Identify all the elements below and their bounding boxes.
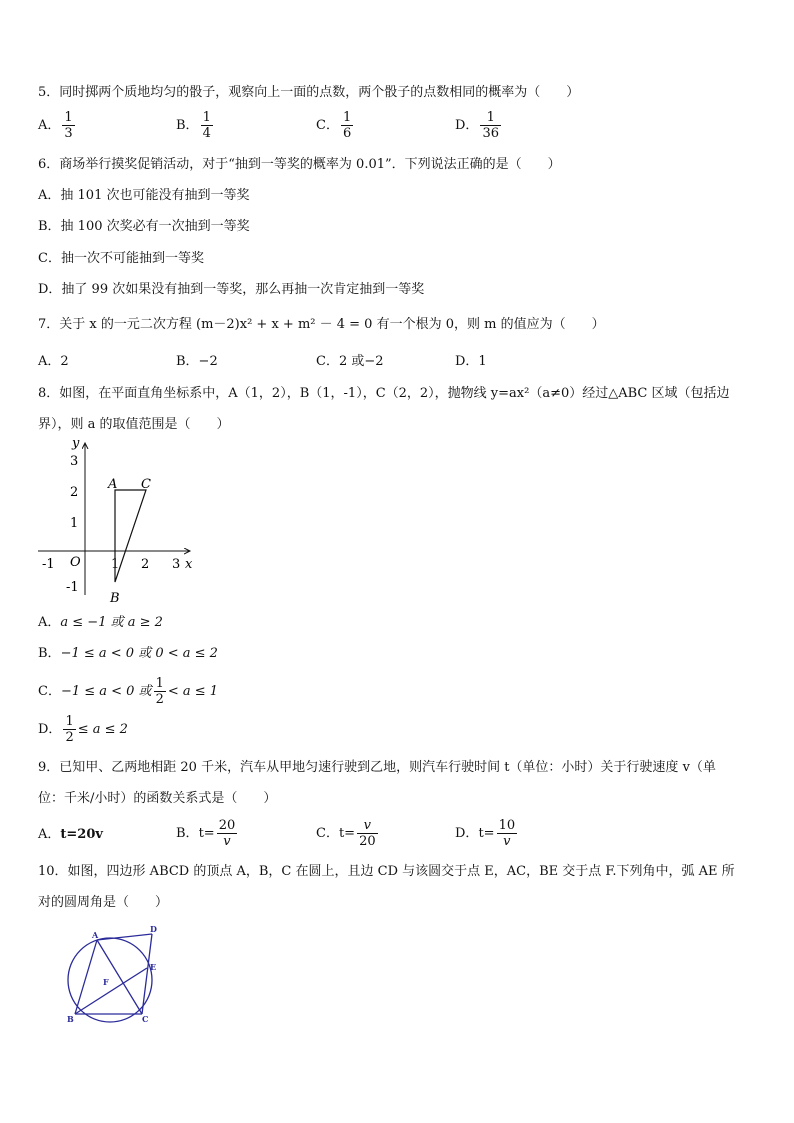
q10-stem-line2: 对的圆周角是（ ） [38,895,169,910]
x-tick: 1 [111,557,120,572]
y-tick: -1 [66,580,79,595]
label-e: E [150,962,157,972]
option-label: D． [455,118,479,133]
q7-option-b: B．−2 [176,354,218,369]
q7-equation: (m－2)x² + x + m² － 4 = 0 [196,317,373,332]
x-tick: 2 [141,557,150,572]
q8-coordinate-figure [30,435,210,610]
q10-stem-line1: 10．如图，四边形 ABCD 的顶点 A，B，C 在圆上，且边 CD 与该圆交于点 E，AC，BE 交于点 F.下列角中，弧 AE 所 [38,864,735,879]
q8-stem-line2: 界），则 a 的取值范围是（ ） [38,417,230,432]
segment-dc [142,934,152,1014]
q6-option-b: B．抽 100 次奖必有一次抽到一等奖 [38,219,250,234]
q5-option-b [176,110,215,141]
q6-option-d: D．抽了 99 次如果没有抽到一等奖，那么再抽一次肯定抽到一等奖 [38,282,425,297]
q9-stem-line2: 位：千米/小时）的函数关系式是（ ） [38,791,277,806]
q6-option-c: C．抽一次不可能抽到一等奖 [38,251,204,266]
label-b: B [67,1014,74,1024]
q9-stem-line1: 9．已知甲、乙两地相距 20 千米，汽车从甲地匀速行驶到乙地，则汽车行驶时间 t（单位：小时）关于行驶速度 v（单 [38,760,716,775]
fraction: $\frac{20}{v}$ [218,818,236,849]
x-axis-label: x [185,557,193,572]
q8-option-d: D． $\frac{1}{2}$ ≤ a ≤ 2 [38,714,128,745]
q6-option-a: A．抽 101 次也可能没有抽到一等奖 [38,188,250,203]
option-text: ≤ a ≤ 2 [77,722,128,737]
y-axis-label: y [72,436,80,451]
q7-option-d: D．1 [455,354,487,369]
q9-option-c: C．t= $\frac{v}{20}$ [316,818,376,849]
segment-be [75,968,147,1014]
fraction: $\frac{1}{2}$ [155,676,164,707]
q7-option-c: C．2 或−2 [316,354,384,369]
q10-circle-figure [60,922,170,1032]
option-text: < a ≤ 1 [167,684,219,699]
q5-option-a [38,110,77,141]
option-label: A． [38,118,61,133]
label-a: A [92,930,99,940]
q8-stem-line1: 8．如图，在平面直角坐标系中，A（1，2），B（1，-1），C（2，2），抛物线 y=ax²（a≠0）经过△ABC 区域（包括边 [38,386,730,401]
option-text: −1 ≤ a < 0 或 [60,684,152,699]
q5-option-c [316,110,355,141]
label-c: C [142,1014,149,1024]
point-a-label: A [108,477,118,492]
q7-stem [38,316,605,334]
segment-ab [75,940,97,1014]
point-b-label: B [110,591,120,606]
option-text: −1 ≤ a < 0 或 0 < a ≤ 2 [60,646,218,661]
q5-stem: 5．同时掷两个质地均匀的骰子，观察向上一面的点数，两个骰子的点数相同的概率为（ ） [38,85,580,100]
origin-label: O [70,555,81,570]
label-f: F [103,977,109,987]
label-d: D [150,924,157,934]
fraction: $\frac{1}{36}$ [482,110,499,141]
option-label: C． [316,118,339,133]
q9-option-a: A．t=20v [38,827,103,842]
option-label: B． [176,118,199,133]
q9-option-d: D．t= $\frac{10}{v}$ [455,818,516,849]
option-text: a ≤ −1 或 a ≥ 2 [60,615,163,630]
q6-stem: 6．商场举行摸奖促销活动，对于“抽到一等奖的概率为 0.01”．下列说法正确的是（ ） [38,157,561,172]
q7-option-a: A．2 [38,354,69,369]
y-tick: 3 [70,454,79,469]
q5-option-d [455,110,503,141]
fraction: $\frac{1}{2}$ [65,714,74,745]
q8-option-c: C．−1 ≤ a < 0 或 $\frac{1}{2}$ < a ≤ 1 [38,676,219,707]
fraction: $\frac{v}{20}$ [359,818,376,849]
fraction: $\frac{1}{6}$ [342,110,352,141]
fraction: $\frac{1}{4}$ [202,110,211,141]
x-tick: -1 [42,557,55,572]
fraction: $\frac{10}{v}$ [498,818,516,849]
q7-stem-a: 7．关于 x 的一元二次方程 [38,317,192,332]
fraction: $\frac{1}{3}$ [64,110,73,141]
point-c-label: C [141,477,151,492]
q8-option-a: A．a ≤ −1 或 a ≥ 2 [38,615,163,630]
q7-stem-b: 有一个根为 0，则 m 的值应为（ ） [376,317,605,332]
y-tick: 1 [70,516,79,531]
segment-ad [97,934,152,940]
y-tick: 2 [70,485,79,500]
q8-option-b: B．−1 ≤ a < 0 或 0 < a ≤ 2 [38,646,218,661]
q9-option-b: B．t= $\frac{20}{v}$ [176,818,236,849]
x-tick: 3 [172,557,181,572]
